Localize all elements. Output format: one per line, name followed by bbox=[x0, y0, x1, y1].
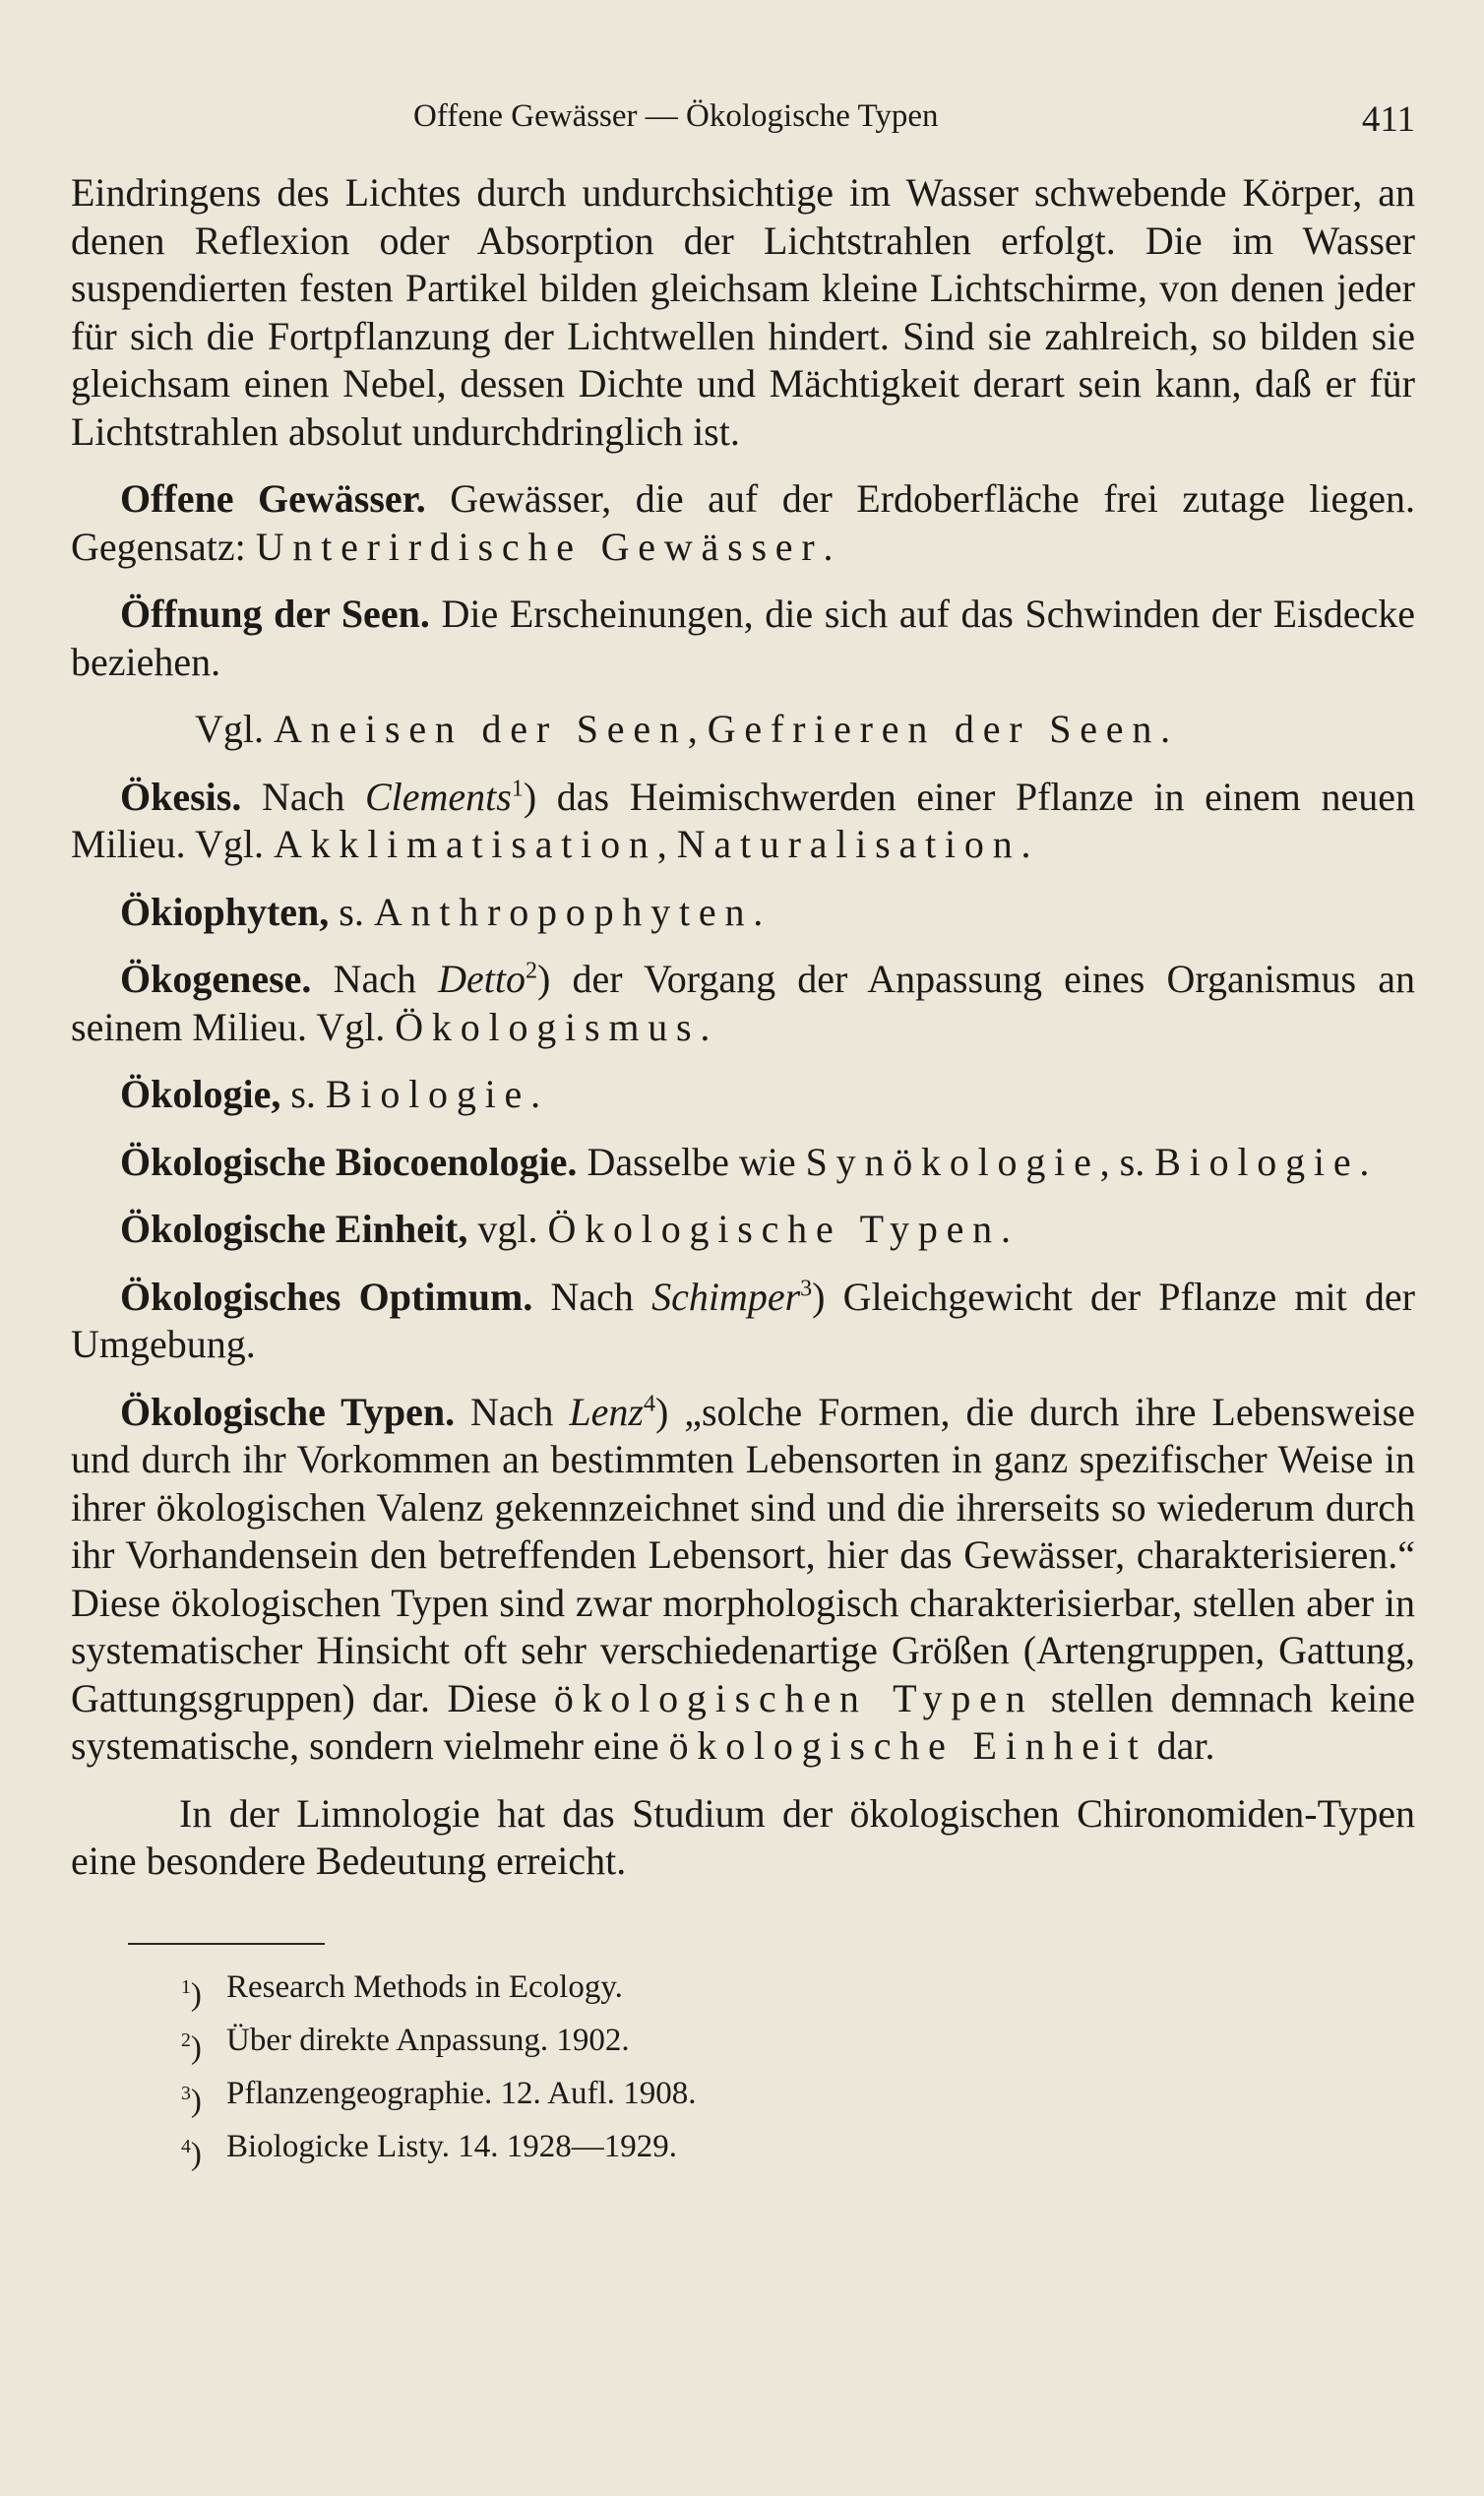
footnote-number: 1 bbox=[181, 1975, 191, 1998]
separator: , bbox=[656, 822, 677, 866]
headword: Ökologische Typen. bbox=[120, 1389, 456, 1434]
footnote-mark: $^4$) bbox=[181, 2135, 202, 2172]
entry-end: dar. bbox=[1146, 1723, 1215, 1768]
headword: Ökogenese. bbox=[120, 957, 312, 1001]
entry-oekiophyten bbox=[71, 889, 1415, 937]
running-header bbox=[71, 98, 1415, 169]
footnote-number: 3 bbox=[181, 2082, 191, 2104]
cross-reference: Aneisen der Seen bbox=[274, 707, 688, 751]
entry-oekesis bbox=[71, 774, 1415, 869]
entry-end: . bbox=[1160, 707, 1171, 751]
footnote-ref: 3 bbox=[800, 1276, 813, 1302]
footnote-mark: $^2$) bbox=[181, 2028, 202, 2066]
separator: , s. bbox=[1099, 1139, 1155, 1184]
cross-reference: Naturalisation bbox=[676, 822, 1021, 866]
emphasis: ökologische Einheit bbox=[668, 1723, 1147, 1768]
headword: Ökologisches Optimum. bbox=[120, 1274, 533, 1319]
footnote-divider bbox=[128, 1943, 325, 1945]
closing-paragraph: In der Limnologie hat das Studium der ökologischen Chironomiden-Typen eine besondere Bedeutung erreicht. bbox=[71, 1790, 1415, 1883]
entry-text: ) der Vorgang der Anpassung eines Organismus an seinem Milieu. Vgl. bbox=[71, 957, 1415, 1049]
entry-oekogenese bbox=[71, 956, 1415, 1051]
footnote-mark: $^3$) bbox=[181, 2082, 202, 2119]
headword: Ökesis. bbox=[120, 774, 242, 819]
cross-reference: Akklimatisation bbox=[273, 822, 657, 866]
entry-end: . bbox=[823, 524, 834, 569]
footnote-ref: 1 bbox=[511, 776, 524, 802]
entry-end: . bbox=[530, 1072, 541, 1116]
footnotes bbox=[181, 1965, 1415, 2177]
entry-text: Nach bbox=[532, 1274, 652, 1319]
author-name: Detto bbox=[438, 957, 526, 1001]
entry-text: vgl. bbox=[467, 1207, 548, 1251]
footnote-text: Biologicke Listy. 14. 1928—1929. bbox=[226, 2128, 678, 2164]
footnote-number: 4 bbox=[181, 2135, 191, 2157]
footnote-text: Research Methods in Ecology. bbox=[226, 1968, 623, 2005]
entry-text: stellen demnach keine systematische, sondern vielmehr eine bbox=[71, 1675, 1415, 1768]
entry-offene-gewaesser bbox=[71, 475, 1415, 571]
intro-paragraph: Eindringens des Lichtes durch undurchsichtige im Wasser schwebende Körper, an denen Reflexion oder Absorption der Lichtstrahlen erfolgt. Die im Wasser suspendierten festen Partikel bilden gleichsam kleine Lichtschirme, von denen jeder für sich die Fortpflanzung der Lichtwellen hindert. Sind sie zahlreich, so bilden sie gleichsam einen Nebel, dessen Dichte und Mächtigkeit derart sein kann, daß er für Lichtstrahlen absolut undurchdringlich ist. bbox=[71, 170, 1415, 454]
entry-text: ) „solche Formen, die durch ihre Lebensweise und durch ihr Vorkommen an bestimmten Lebensorten in ganz spezifischer Weise in ihrer ökologischen Valenz gekennzeichnet sind und die ihrerseits so wiederum durch ihr Vorhandensein den betreffenden Lebensort, hier das Gewässer, charakterisieren.“ Diese ökologischen Typen sind zwar morphologisch charakterisierbar, stellen aber in systematischer Hinsicht oft sehr verschiedenartige Größen (Artengruppen, Gattung, Gattungsgruppen) dar. Diese bbox=[71, 1389, 1416, 1720]
entry-text: s. bbox=[329, 889, 374, 934]
cross-reference: Gefrieren der Seen bbox=[707, 707, 1161, 751]
author-name: Clements bbox=[364, 774, 512, 819]
footnote bbox=[181, 2018, 1415, 2071]
separator: , bbox=[687, 707, 708, 751]
footnote bbox=[181, 2124, 1415, 2177]
entry-text: s. bbox=[280, 1072, 326, 1116]
footnote-text: Pflanzengeographie. 12. Aufl. 1908. bbox=[226, 2075, 697, 2111]
author-name: Lenz bbox=[569, 1389, 644, 1434]
page-number: 411 bbox=[1361, 99, 1415, 140]
entry-oekologische-typen bbox=[71, 1389, 1415, 1771]
footnote-number: 2 bbox=[181, 2028, 191, 2051]
entry-end: . bbox=[1000, 1207, 1011, 1251]
entry-end: . bbox=[753, 889, 764, 934]
entry-end: . bbox=[1020, 822, 1031, 866]
entry-text: ) Gleichgewicht der Pflanze mit der Umgebung. bbox=[71, 1274, 1415, 1366]
running-title: Offene Gewässer — Ökologische Typen bbox=[413, 98, 939, 134]
entry-end: . bbox=[700, 1004, 711, 1049]
headword: Ökologische Einheit, bbox=[120, 1207, 468, 1251]
footnote bbox=[181, 2071, 1415, 2124]
emphasis: ökologischen Typen bbox=[553, 1675, 1034, 1720]
main-text bbox=[71, 169, 1415, 1886]
entry-text: ) das Heimischwerden einer Pflanze in einem neuen Milieu. Vgl. bbox=[71, 774, 1415, 866]
author-name: Schimper bbox=[651, 1274, 801, 1319]
entry-oeffnung-der-seen bbox=[71, 591, 1415, 686]
cross-reference: Ökologismus bbox=[395, 1004, 701, 1049]
entry-text: Gewässer, die auf der Erdoberfläche frei zutage liegen. Gegensatz: bbox=[71, 476, 1416, 569]
cross-reference: Ökologische Typen bbox=[547, 1207, 1001, 1251]
headword: Ökiophyten, bbox=[120, 889, 330, 934]
cross-reference: Anthropophyten bbox=[373, 889, 754, 934]
headword: Ökologische Biocoenologie. bbox=[120, 1139, 578, 1184]
headword: Offene Gewässer. bbox=[120, 476, 426, 521]
entry-text: Nach bbox=[455, 1389, 570, 1434]
cross-reference: Biologie bbox=[1154, 1139, 1360, 1184]
footnote bbox=[181, 1965, 1415, 2018]
footnote-mark: $^1$) bbox=[181, 1975, 202, 2013]
cross-reference: Unterirdische Gewässer bbox=[255, 524, 824, 569]
headword: Ökologie, bbox=[120, 1072, 281, 1116]
footnote-ref: 2 bbox=[526, 958, 538, 984]
entry-text: Nach bbox=[241, 774, 365, 819]
cross-reference: Synökologie bbox=[805, 1139, 1100, 1184]
footnote-ref: 4 bbox=[643, 1391, 655, 1417]
cross-reference: Biologie bbox=[325, 1072, 531, 1116]
footnote-text: Über direkte Anpassung. 1902. bbox=[226, 2022, 630, 2058]
entry-oekologisches-optimum bbox=[71, 1274, 1415, 1369]
entry-oekologie bbox=[71, 1071, 1415, 1119]
see-prefix: Vgl. bbox=[195, 707, 274, 751]
entry-oekologische-biocoenologie bbox=[71, 1139, 1415, 1187]
entry-text: Nach bbox=[311, 957, 439, 1001]
entry-text: Die Erscheinungen, die sich auf das Schwinden der Eisdecke beziehen. bbox=[71, 592, 1415, 684]
entry-text: Dasselbe wie bbox=[577, 1139, 806, 1184]
entry-end: . bbox=[1359, 1139, 1370, 1184]
see-also-line bbox=[71, 706, 1415, 754]
entry-oekologische-einheit bbox=[71, 1206, 1415, 1254]
headword: Öffnung der Seen. bbox=[120, 592, 430, 636]
